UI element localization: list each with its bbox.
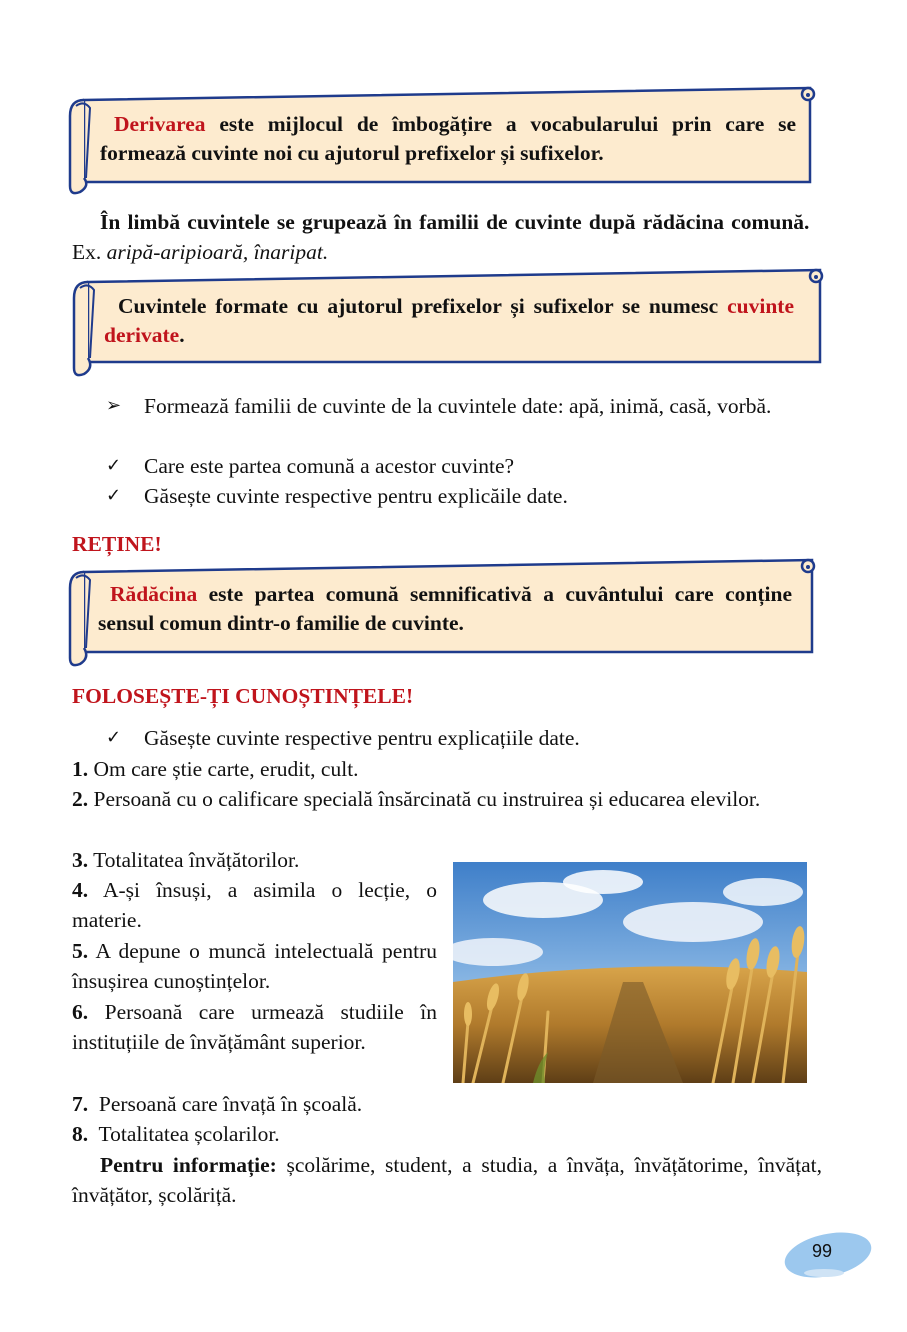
definition-end: . [179,323,185,347]
list-item [72,936,437,996]
task-item [106,481,822,511]
checkmark-icon: ✓ [106,485,122,506]
task-item [106,451,822,481]
checkmark-icon: ✓ [106,455,122,476]
definition-box-derivation [68,86,820,198]
item-text: Persoană care urmează studiile în instituțiile de învățământ superior. [72,1000,437,1054]
list-item [72,754,822,784]
definition-text: este mijlocul de îmbogățire a vocabularului prin care se formează cuvinte noi cu ajutorul prefixelor și sufixelor. [100,112,796,165]
definition-text: Cuvintele formate cu ajutorul prefixelor și sufixelor se numesc [118,294,719,318]
item-number: 2. [72,787,89,811]
list-item [72,1119,822,1149]
item-number: 7. [72,1092,89,1116]
item-text: A-și însuși, a asimila o lecție, o materie. [72,878,437,932]
list-item [72,845,437,875]
info-label: Pentru informație: [100,1153,277,1177]
task-text: Găsește cuvinte respective pentru explicațiile date. [144,726,580,750]
example-words: aripă-aripioară, înaripat. [106,240,329,264]
item-text: Persoană cu o calificare specială însărcinată cu instruirea și educarea elevilor. [93,787,761,811]
task-text: Formează familii de cuvinte de la cuvintele date: apă, inimă, casă, vorbă. [144,394,772,418]
intro-bold-text: În limbă cuvintele se grupează în familii de cuvinte după rădăcina comună. [100,210,810,234]
info-paragraph [72,1150,822,1210]
definition-text: este partea comună semnificativă a cuvântului care conține sensul comun dintr-o familie de cuvinte. [98,582,792,635]
item-text: A depune o muncă intelectuală pentru însușirea cunoștințelor. [72,939,437,993]
arrow-bullet-icon: ➢ [106,395,122,416]
item-number: 8. [72,1122,89,1146]
item-text: Om care știe carte, erudit, cult. [93,757,359,781]
page-number-badge [780,1225,876,1281]
list-item [72,875,437,935]
list-item [72,1089,452,1119]
info-text: școlărime, student, a studia, a învăța, învățătorime, învățat, învățător, școlăriță. [72,1153,822,1207]
item-number: 6. [72,1000,89,1024]
item-number: 1. [72,757,89,781]
item-text: Totalitatea școlarilor. [98,1122,280,1146]
item-number: 3. [72,848,89,872]
item-number: 4. [72,878,89,902]
task-text: Găsește cuvinte respective pentru explicăile date. [144,484,568,508]
checkmark-icon: ✓ [106,727,122,748]
item-number: 5. [72,939,89,963]
definition-box-derived-words [72,268,824,380]
example-label: Ex. [72,240,102,264]
definition-box-root [68,558,820,670]
list-item [72,784,822,814]
term-derived-words: cuvinte derivate [104,294,795,347]
term-radacina: Rădăcina [110,582,198,606]
intro-paragraph [72,207,822,267]
page-number: 99 [811,1241,833,1261]
remember-heading: REȚINE! [72,532,162,556]
list-item [72,997,437,1057]
wheat-field-photo [453,862,807,1083]
task-text: Care este partea comună a acestor cuvinte? [144,454,515,478]
item-text: Persoană care învață în școală. [98,1092,363,1116]
task-item [106,391,822,451]
item-text: Totalitatea învățătorilor. [93,848,300,872]
apply-knowledge-heading: FOLOSEȘTE-ȚI CUNOȘTINȚELE! [72,684,414,708]
task-item [106,723,822,753]
term-derivarea: Derivarea [114,112,206,136]
